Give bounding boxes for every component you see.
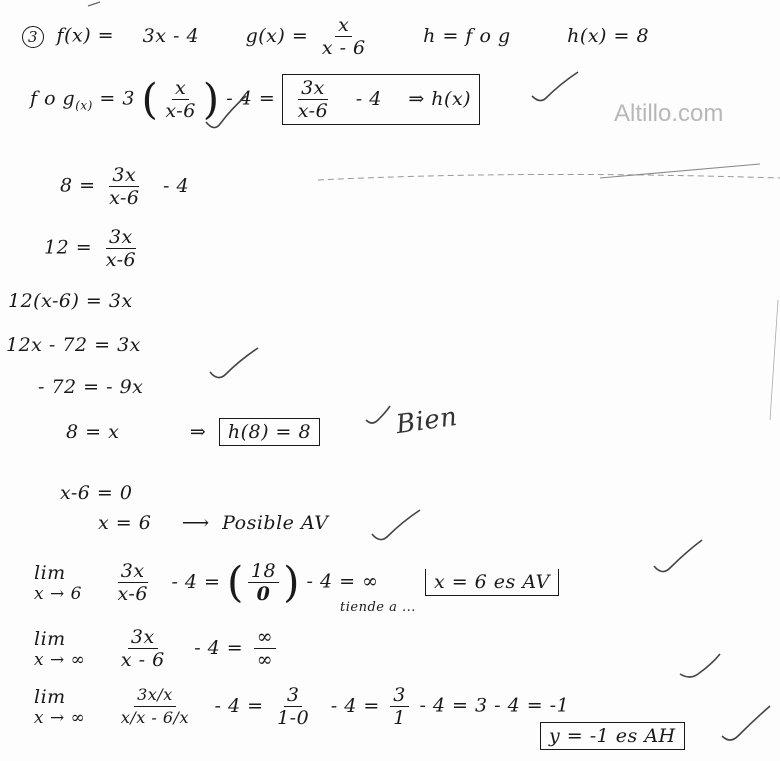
line-5: x-6 = 0 <box>60 482 133 504</box>
line-6-note: Posible AV <box>222 512 329 534</box>
pencil-stroke-margin <box>770 300 778 420</box>
composition-numerator: x <box>172 77 189 100</box>
limit-2-tail: - 4 = <box>194 636 244 659</box>
limit-2-lim: lim <box>34 627 66 650</box>
line-1: 12(x-6) = 3x <box>8 290 133 312</box>
limit-3-result-num: 3 <box>284 684 303 707</box>
limit-2-result-num: ∞ <box>254 626 276 649</box>
limit-3-tail-2: - 4 = <box>330 694 380 717</box>
limit-1-lim: lim <box>34 561 66 584</box>
limit-3-numerator: 3x/x <box>134 684 176 707</box>
box-result: ⇒ h(x) <box>408 87 472 110</box>
composition-lhs: f o g <box>30 87 76 110</box>
checkmark-3 <box>210 348 258 378</box>
g-denominator: x - 6 <box>321 37 366 59</box>
limit-1-close-paren: ) <box>283 557 300 607</box>
h-of-8-box: h(8) = 8 <box>219 418 320 446</box>
limit-1-note: tiende a ... <box>340 600 416 615</box>
step-2-denominator: x-6 <box>105 249 137 271</box>
checkmark-1 <box>532 72 578 101</box>
h-value: h(x) = 8 <box>567 24 650 47</box>
limit-3-result-den: 1-0 <box>277 707 310 729</box>
av-box: x = 6 es AV <box>425 569 559 596</box>
box-tail: - 4 <box>355 87 382 110</box>
composition-denominator: x-6 <box>165 100 196 122</box>
step-1-denominator: x-6 <box>109 187 140 209</box>
line-2: 12x - 72 = 3x <box>6 334 141 356</box>
limit-2-result-den: ∞ <box>256 649 274 671</box>
checkmark-2 <box>206 96 246 128</box>
checkmark-7 <box>680 654 720 677</box>
g-definition-lhs: g(x) = <box>245 24 309 47</box>
pencil-stroke-right <box>318 174 780 180</box>
limit-1-denominator: x-6 <box>117 583 148 605</box>
line-3: - 72 = - 9x <box>38 376 144 398</box>
limit-1-paren-den: 0 <box>256 583 271 605</box>
ah-box: y = -1 es AH <box>540 722 685 750</box>
limit-2-sub: x → ∞ <box>34 649 86 670</box>
h-definition: h = f o g <box>423 24 511 47</box>
box-denominator: x-6 <box>297 100 329 122</box>
limit-2-numerator: 3x <box>128 626 158 649</box>
limit-3-tail: - 4 = <box>214 694 264 717</box>
g-numerator: x <box>335 14 352 37</box>
watermark: Altillo.com <box>614 100 724 127</box>
composition-eq: = 3 <box>99 87 135 110</box>
line-6-arrow: ⟶ <box>181 512 210 534</box>
limit-3-result-2-den: 1 <box>393 707 406 729</box>
limit-1-tail: - 4 = <box>171 570 221 593</box>
close-paren: ) <box>202 74 220 124</box>
checkmark-6 <box>654 540 702 572</box>
limit-2-denominator: x - 6 <box>120 649 165 671</box>
limit-3-final: - 4 = 3 - 4 = -1 <box>419 694 570 717</box>
limit-1-paren-num: 18 <box>248 560 279 583</box>
limit-3-lim: lim <box>34 685 66 708</box>
composition-lhs-sub: (x) <box>75 98 93 113</box>
step-2-lhs: 12 = <box>44 236 93 259</box>
pencil-stroke-top <box>88 2 100 6</box>
open-paren: ( <box>141 74 159 124</box>
limit-1-after: - 4 = ∞ <box>306 570 379 593</box>
checkmark-8 <box>722 706 770 740</box>
grader-mark: Bien <box>394 401 460 441</box>
limit-1-sub: x → 6 <box>34 583 82 604</box>
limit-3-result-2-num: 3 <box>390 684 409 707</box>
step-2-numerator: 3x <box>106 226 136 249</box>
limit-3-denominator: x/x - 6/x <box>120 708 189 727</box>
step-1-lhs: 8 = <box>60 174 96 197</box>
composition-minus: - 4 = <box>226 87 276 110</box>
f-definition-lhs: f(x) = <box>56 24 115 47</box>
step-1-numerator: 3x <box>109 164 139 187</box>
limit-1-open-paren: ( <box>227 557 244 607</box>
checkmark-5 <box>372 510 420 540</box>
step-1-tail: - 4 <box>163 174 190 197</box>
checkmark-4 <box>366 406 390 423</box>
line-6-eq: x = 6 <box>98 512 152 534</box>
limit-1-numerator: 3x <box>118 560 148 583</box>
f-definition-rhs: 3x - 4 <box>142 24 200 47</box>
box-numerator: 3x <box>298 77 328 100</box>
problem-number: 3 <box>22 26 44 48</box>
line-4-eq: 8 = x <box>66 421 120 443</box>
line-4-arrow: ⇒ <box>189 421 207 443</box>
limit-3-sub: x → ∞ <box>34 707 86 728</box>
